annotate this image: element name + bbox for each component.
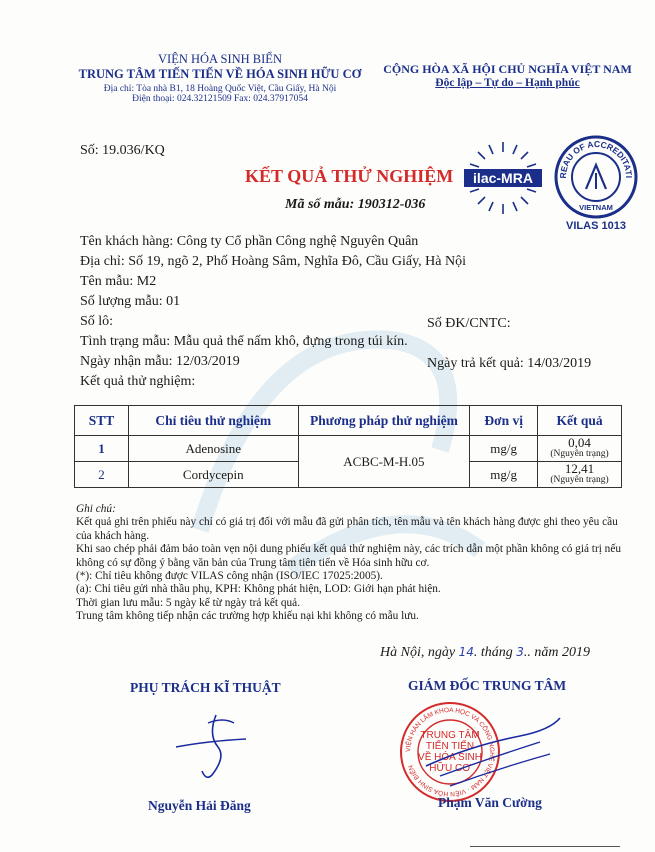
notes-section xyxy=(76,503,636,624)
date-day: 14 xyxy=(458,645,474,659)
table-header-row xyxy=(75,406,622,436)
document-number: Số: 19.036/KQ xyxy=(80,143,165,158)
note-line: (a): Chỉ tiêu gửi nhà thầu phụ, KPH: Không phát hiện, LOD: Giới hạn phát hiện. xyxy=(76,583,441,596)
row-indicator: Cordycepin xyxy=(128,462,298,488)
result-note: (Nguyên trạng) xyxy=(550,449,609,459)
director-title: GIÁM ĐỐC TRUNG TÂM xyxy=(408,678,567,693)
issuer-phone: Điện thoại: 024.32121509 Fax: 024.37917054 xyxy=(132,94,308,104)
note-line: (*): Chỉ tiêu không được VILAS công nhận (ISO/IEC 17025:2005). xyxy=(76,570,383,583)
result-value: 0,04 xyxy=(568,435,591,450)
sample-name: Tên mẫu: M2 xyxy=(80,274,157,289)
boa-ring-text: REAU OF ACCREDITATI xyxy=(557,138,635,179)
issuer-address: Địa chỉ: Tòa nhà B1, 18 Hoàng Quốc Việt, Cầu Giấy, Hà Nội xyxy=(103,84,337,94)
received-date: Ngày nhận mẫu: 12/03/2019 xyxy=(80,354,240,369)
col-header-indicator: Chỉ tiêu thử nghiệm xyxy=(128,406,298,436)
page-title: KẾT QUẢ THỬ NGHIỆM xyxy=(245,166,454,186)
table-row xyxy=(75,436,622,462)
row-unit: mg/g xyxy=(470,462,538,488)
lot-number: Số lô: xyxy=(80,314,114,329)
date-month: 3 xyxy=(516,645,524,659)
return-date: Ngày trả kết quả: 14/03/2019 xyxy=(427,356,592,371)
col-header-stt: STT xyxy=(75,406,129,436)
institute-name: VIỆN HÓA SINH BIỂN xyxy=(158,52,282,66)
stamp-line: VỀ HÓA SINH xyxy=(418,752,482,763)
row-result xyxy=(538,436,622,462)
col-header-method: Phương pháp thử nghiệm xyxy=(298,406,470,436)
note-line: Khi sao chép phải đảm bảo toàn vẹn nội dung phiếu kết quả thử nghiệm này, các trích dẫn một phần không có giá trị nếu không có sự đồng ý bằng văn bản của Trung tâm tiên tiến về Hóa sinh hữu cơ. xyxy=(76,543,621,569)
ilac-mra-logo xyxy=(462,140,544,216)
technical-lead-name: Nguyễn Hải Đăng xyxy=(148,798,251,813)
notes-title: Ghi chú: xyxy=(76,503,116,515)
row-result xyxy=(538,462,622,488)
boa-logo xyxy=(552,133,640,233)
boa-country: VIETNAM xyxy=(579,203,613,212)
director-name: Phạm Văn Cường xyxy=(438,795,542,810)
results-label: Kết quả thử nghiệm: xyxy=(80,374,196,389)
col-header-unit: Đơn vị xyxy=(470,406,538,436)
sample-code: Mã số mẫu: 190312-036 xyxy=(285,197,426,212)
registration-number: Số ĐK/CNTC: xyxy=(427,316,511,331)
stamp-ring-text: VIỆN HÀN LÂM KHOA HỌC VÀ CÔNG NGHỆ VIỆT NAM · VIỆN HÓA SINH BIỂN xyxy=(404,706,496,798)
row-unit: mg/g xyxy=(470,436,538,462)
technical-lead-title: PHỤ TRÁCH KĨ THUẬT xyxy=(130,680,281,695)
stamp-line: TRUNG TÂM xyxy=(420,730,480,741)
director-signature xyxy=(420,706,570,801)
note-line: Thời gian lưu mẫu: 5 ngày kể từ ngày trả kết quả. xyxy=(76,596,301,609)
date-prefix: Hà Nội, ngày xyxy=(380,645,459,660)
national-motto: Độc lập – Tự do – Hạnh phúc xyxy=(435,77,580,89)
col-header-result: Kết quả xyxy=(538,406,622,436)
center-name: TRUNG TÂM TIẾN TIẾN VỀ HÓA SINH HỮU CƠ xyxy=(78,67,362,81)
stamp-line: HỮU CƠ xyxy=(429,763,471,774)
country-name: CỘNG HÒA XÃ HỘI CHỦ NGHĨA VIỆT NAM xyxy=(383,62,632,76)
result-value: 12,41 xyxy=(564,461,595,476)
date-mid: . tháng xyxy=(473,645,517,660)
ilac-mra-label: ilac-MRA xyxy=(473,170,533,186)
result-note: (Nguyên trạng) xyxy=(550,475,609,485)
customer-address: Địa chỉ: Số 19, ngõ 2, Phố Hoàng Sâm, Nghĩa Đô, Cầu Giấy, Hà Nội xyxy=(80,254,466,269)
vilas-label: VILAS 1013 xyxy=(566,220,626,232)
note-line: Trung tâm không tiếp nhận các trường hợp khiếu nại khi không có mẫu lưu. xyxy=(76,610,419,623)
customer-name: Tên khách hàng: Công ty Cổ phần Công nghệ Nguyên Quân xyxy=(80,234,419,249)
sample-quantity: Số lượng mẫu: 01 xyxy=(80,294,181,309)
row-indicator: Adenosine xyxy=(128,436,298,462)
stamp-line: TIẾN TIẾN xyxy=(425,741,475,752)
national-header xyxy=(360,62,655,89)
note-line: Kết quả ghi trên phiếu này chỉ có giá trị đối với mẫu đã gửi phân tích, tên mẫu và tên khách hàng được ghi theo yêu cầu của khách hàng. xyxy=(76,516,618,542)
technical-lead-signature xyxy=(168,705,258,785)
row-stt: 1 xyxy=(75,436,129,462)
results-table xyxy=(74,405,622,488)
row-stt: 2 xyxy=(75,462,129,488)
issue-date xyxy=(380,645,590,661)
date-suffix: .. năm 2019 xyxy=(523,645,590,660)
row-method: ACBC-M-H.05 xyxy=(298,436,470,488)
footer-divider xyxy=(470,846,620,847)
sample-condition: Tình trạng mẫu: Mẫu quả thể nấm khô, đựng trong túi kín. xyxy=(80,334,408,349)
issuer-block xyxy=(70,52,370,104)
